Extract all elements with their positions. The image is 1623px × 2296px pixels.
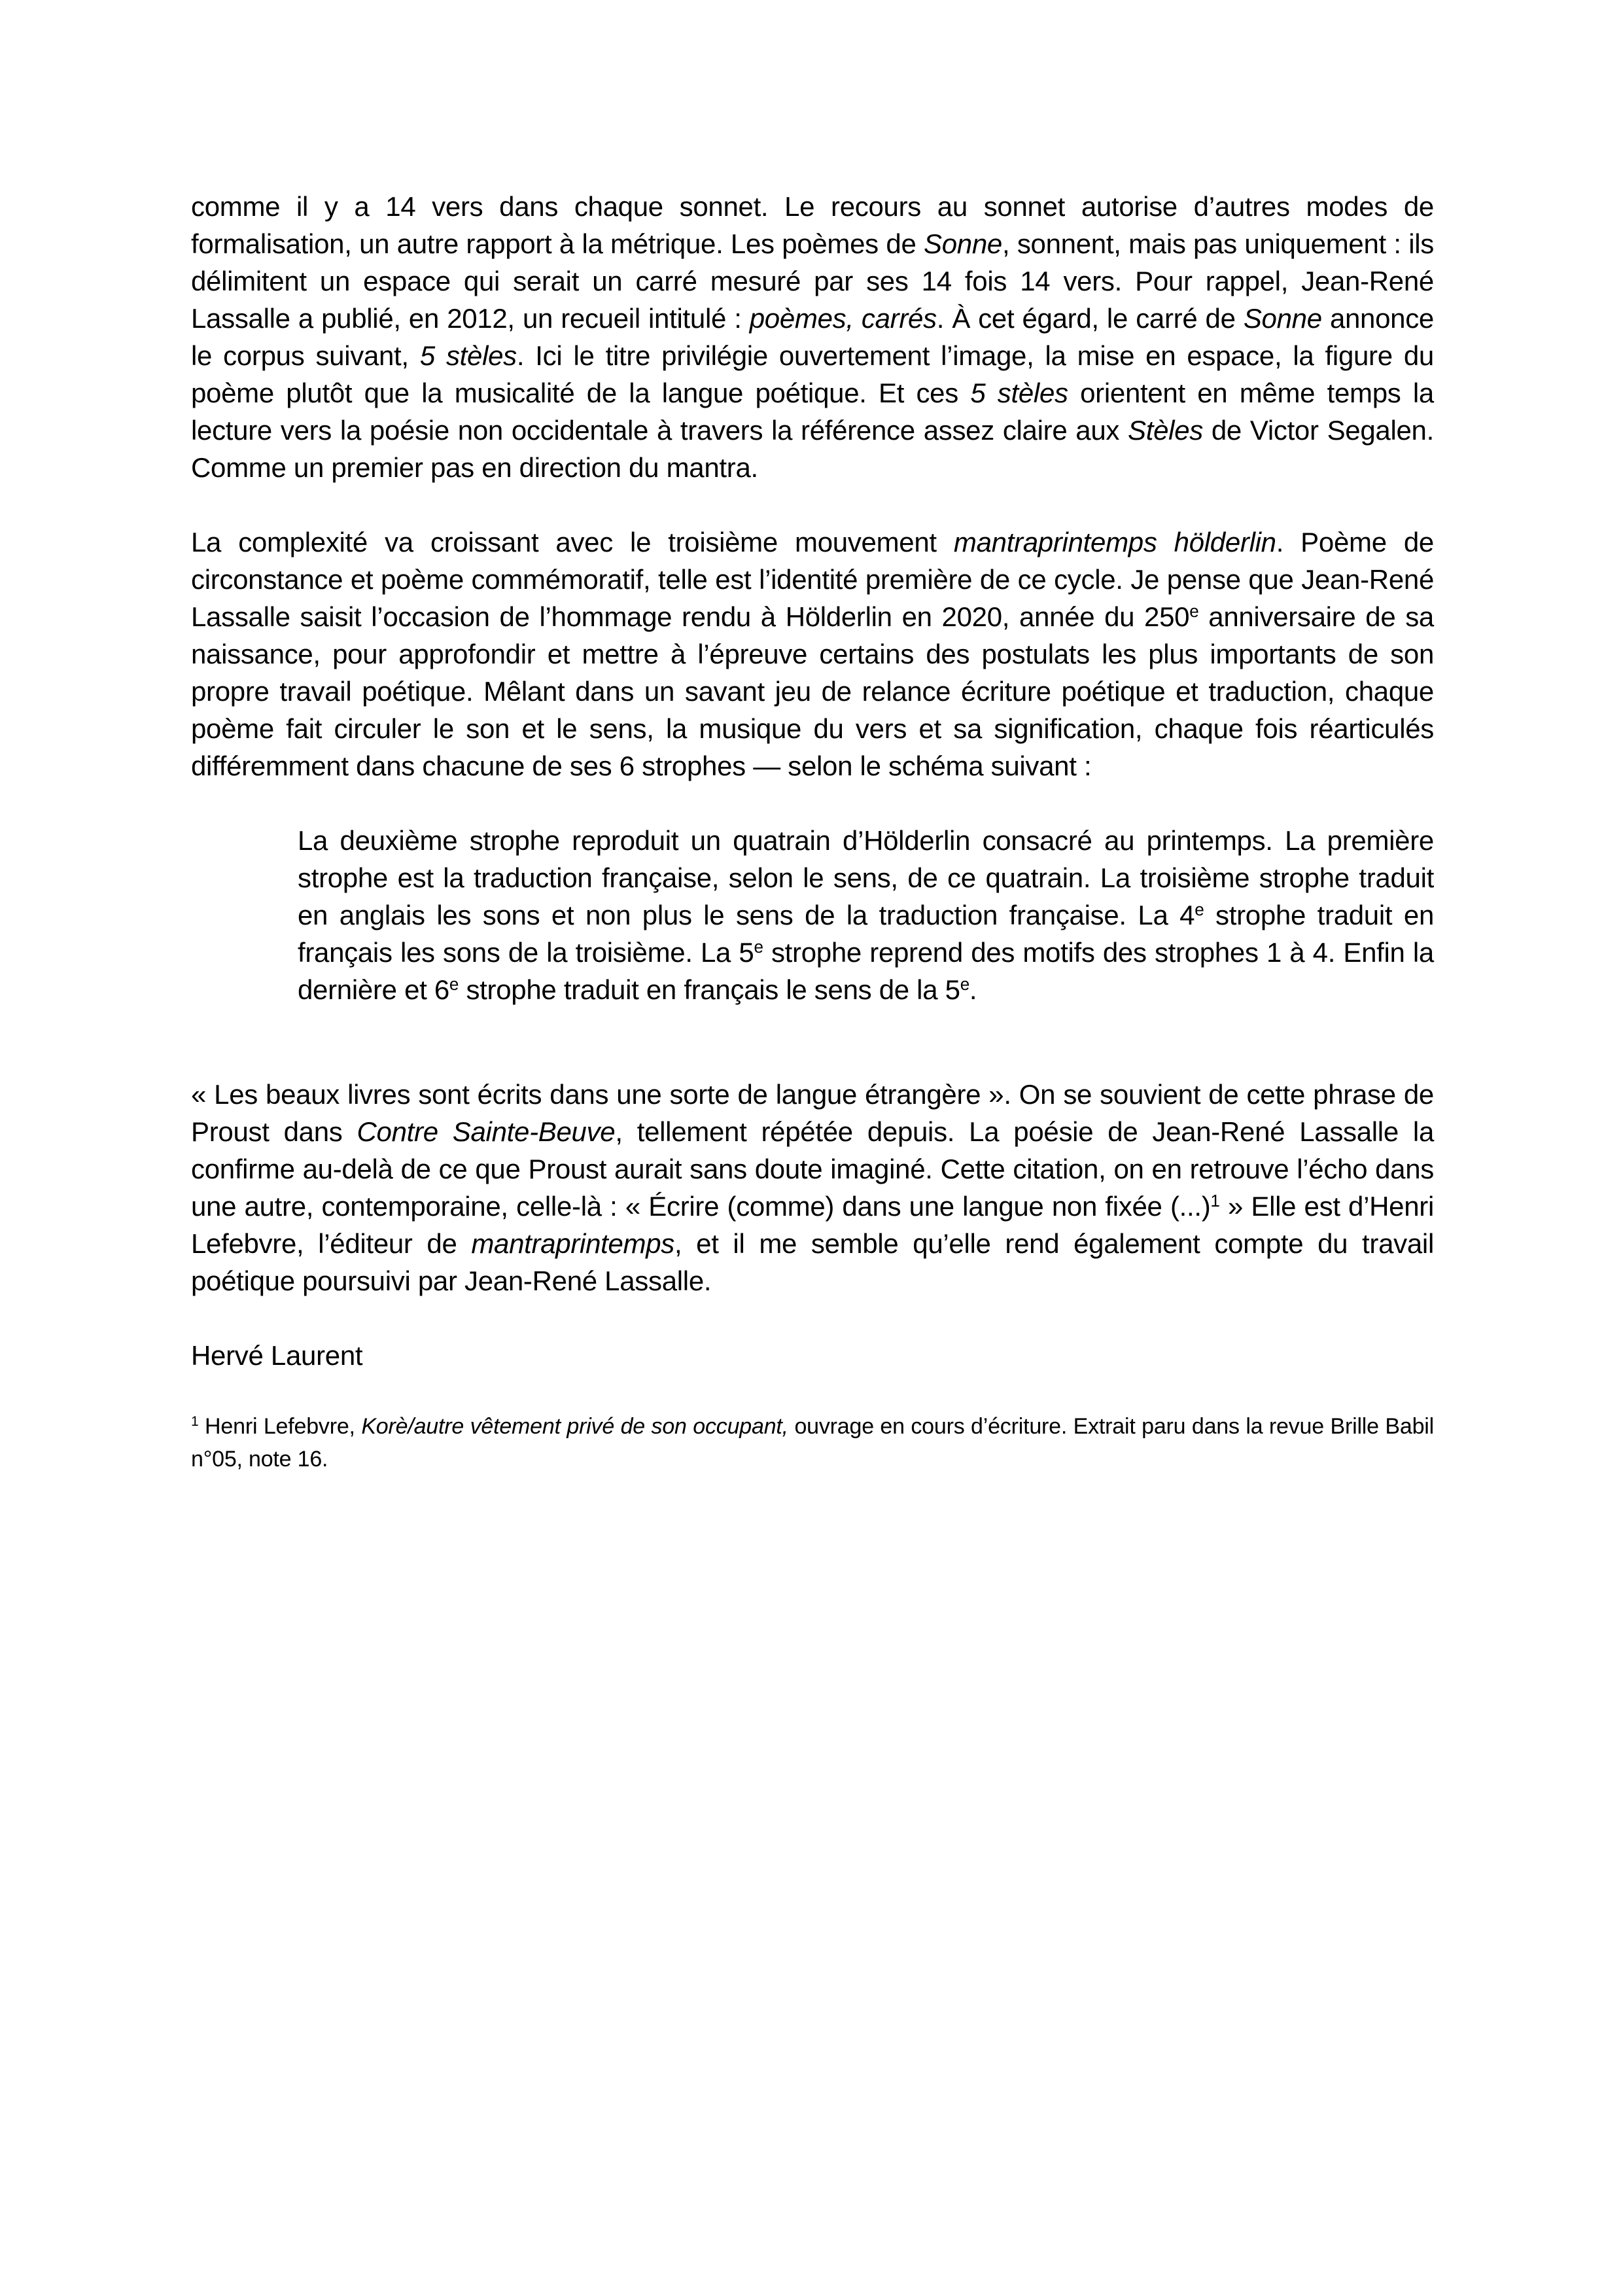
text-run: strophe traduit en français les sons de la troisième. La 5 [298,900,1435,968]
text-run: Sonne [924,228,1002,259]
blockquote-schema [298,822,1434,1008]
text-run: annonce le corpus suivant, [191,303,1434,371]
text-run: e [754,936,763,957]
text-run: mantraprintemps hölderlin [953,527,1276,557]
paragraph-sonnet [191,188,1434,486]
text-run: e [1189,601,1199,621]
text-run: strophe reprend des motifs des strophes 1 à 4. Enfin la dernière et 6 [298,937,1434,1005]
text-run: La deuxième strophe reproduit un quatrain d’Hölderlin consacré au printemps. La première strophe est la traduction française, selon le sens, de ce quatrain. La troisième strophe traduit en anglais les sons et non plus le sens de la traduction française. La 4 [298,825,1434,930]
text-run: . [969,974,977,1005]
text-run: e [960,974,969,994]
text-run: poèmes, carrés [749,303,937,334]
text-run: orientent en même temps la lecture vers la poésie non occidentale à travers la référence assez claire aux [191,378,1434,446]
text-run: La complexité va croissant avec le troisième mouvement [191,527,954,557]
text-run: anniversaire de sa naissance, pour approfondir et mettre à l’épreuve certains des postulats les plus importants de son propre travail poétique. Mêlant dans un savant jeu de relance écriture poétique et traduction, chaque poème fait circuler le son et le sens, la musique du vers et sa signification, chaque fois réarticulés différemment dans chacune de ses 6 strophes — selon le schéma suivant : [191,601,1434,781]
text-run: mantraprintemps [471,1228,674,1259]
text-run: ouvrage en cours d’écriture. Extrait paru dans la revue Brille Babil n°05, note 16. [191,1414,1434,1472]
text-run: 1 [1210,1190,1220,1210]
text-run: de Victor Segalen. Comme un premier pas en direction du mantra. [191,415,1434,483]
paragraph-proust [191,1076,1434,1299]
footnote [191,1410,1434,1475]
text-run: e [449,974,459,994]
signature [191,1337,1434,1374]
text-run: Stèles [1128,415,1203,446]
text-run: . À cet égard, le carré de [936,303,1244,334]
text-run: 5 stèles [419,340,517,371]
text-run: strophe traduit en français le sens de la 5 [459,974,960,1005]
text-run: e [1195,899,1204,919]
text-run: Contre Sainte-Beuve [357,1116,616,1147]
text-run: . Poème de circonstance et poème commémoratif, telle est l’identité première de ce cycle. Je pense que Jean-René Lassalle saisit l’occasion de l’hommage rendu à Hölderlin en 2020, année du 250 [191,527,1434,632]
text-run: 1 [191,1414,199,1430]
text-run: Henri Lefebvre, [198,1414,362,1439]
text-run: comme il y a 14 vers dans chaque sonnet. Le recours au sonnet autorise d’autres modes de formalisation, un autre rapport à la métrique. Les poèmes de [191,191,1434,259]
text-run: , sonnent, mais pas uniquement : ils délimitent un espace qui serait un carré mesuré par ses 14 fois 14 vers. Pour rappel, Jean-René Lassalle a publié, en 2012, un recueil intitulé : [191,228,1435,334]
text-run: , tellement répétée depuis. La poésie de Jean-René Lassalle la confirme au-delà de ce que Proust aurait sans doute imaginé. Cette citation, on en retrouve l’écho dans une autre, contemporaine, celle-là : « Écrire (comme) dans une langue non fixée (...) [191,1116,1434,1222]
text-run: 5 stèles [970,378,1068,408]
text-run: Hervé Laurent [191,1340,363,1371]
paragraph-mantraprintemps [191,523,1434,785]
text-run: , et il me semble qu’elle rend également compte du travail poétique poursuivi par Jean-René Lassalle. [191,1228,1434,1296]
text-run: « Les beaux livres sont écrits dans une sorte de langue étrangère ». On se souvient de cette phrase de Proust dans [191,1079,1434,1147]
text-run: . Ici le titre privilégie ouvertement l’image, la mise en espace, la figure du poème plutôt que la musicalité de la langue poétique. Et ces [191,340,1434,408]
text-run: Sonne [1243,303,1322,334]
text-run: » Elle est d’Henri Lefebvre, l’éditeur de [191,1191,1434,1259]
text-run: Korè/autre vêtement privé de son occupant, [361,1414,788,1439]
